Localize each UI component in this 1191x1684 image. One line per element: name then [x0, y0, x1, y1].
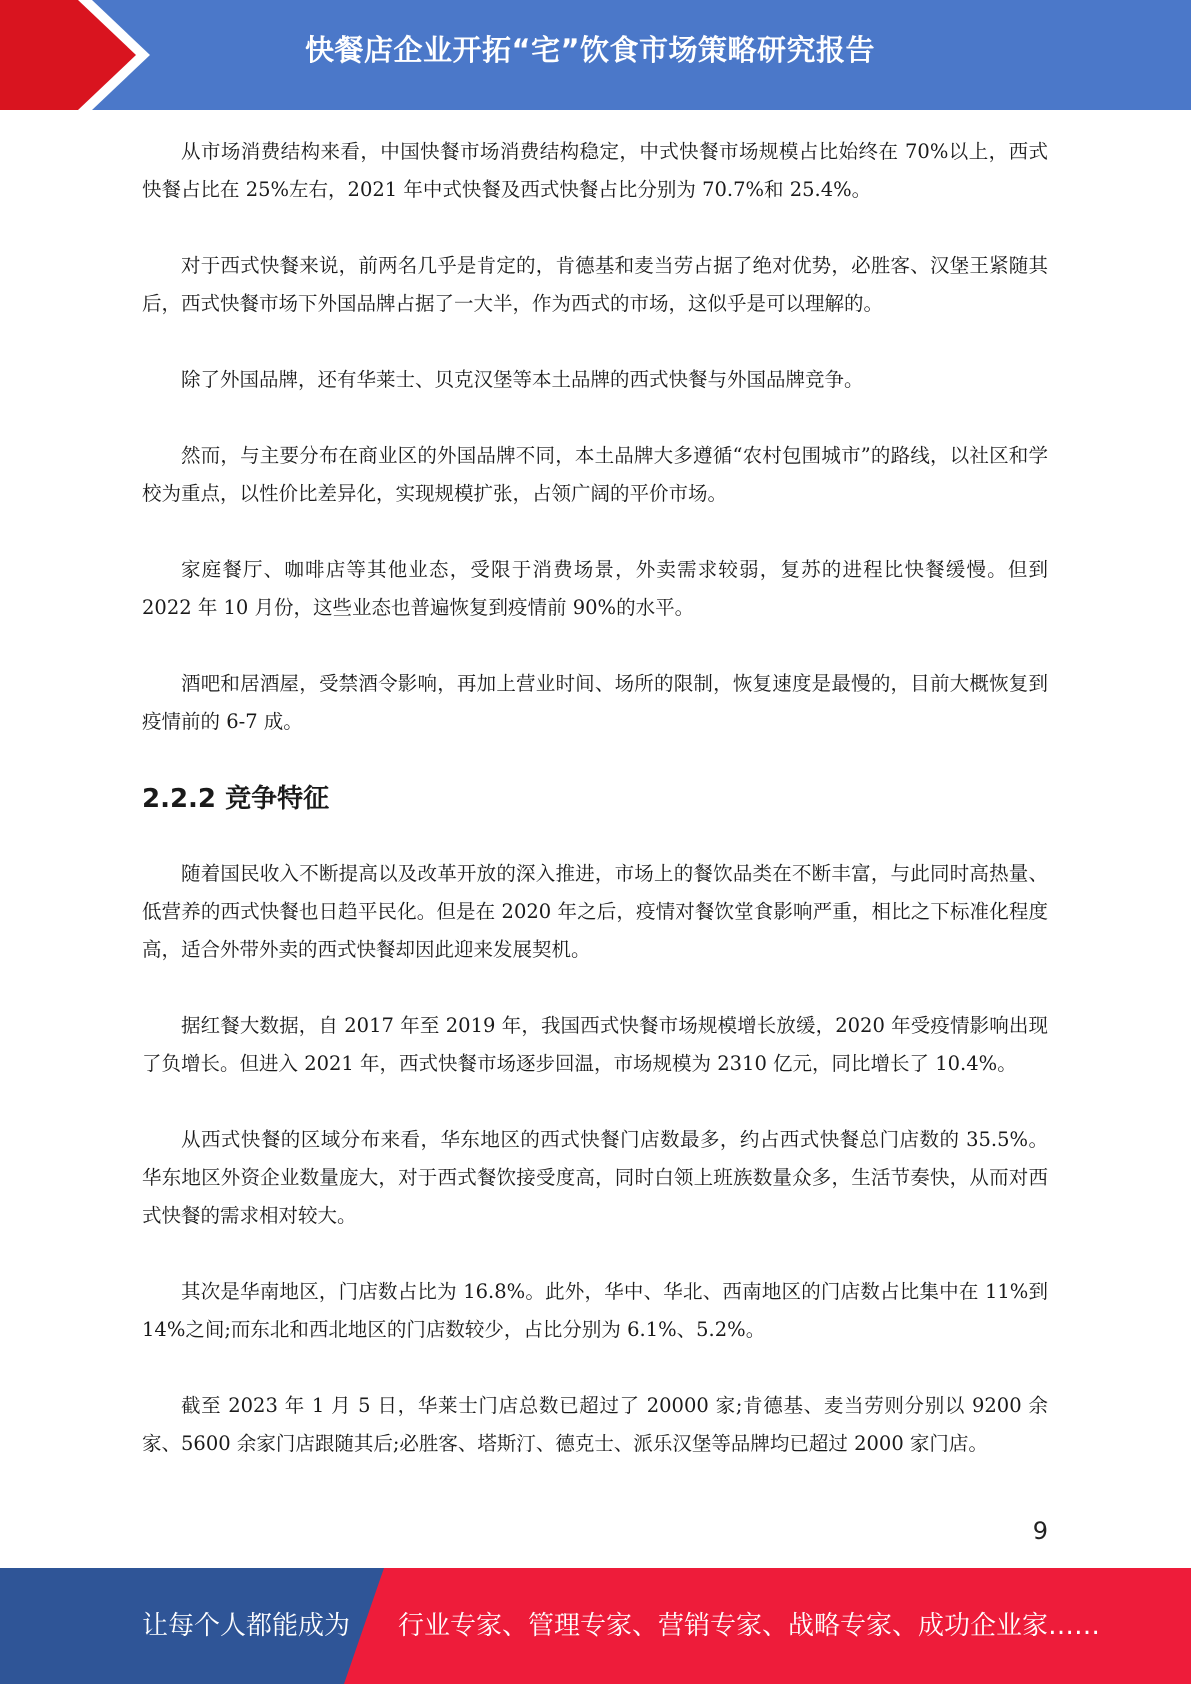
section-heading: 2.2.2 竞争特征: [142, 784, 330, 814]
paragraph: 除了外国品牌，还有华莱士、贝克汉堡等本土品牌的西式快餐与外国品牌竞争。: [181, 368, 864, 391]
paragraph: 酒吧和居酒屋，受禁酒令影响，再加上营业时间、场所的限制，恢复速度是最慢的，目前大概恢复到疫情前的 6-7 成。: [142, 672, 1048, 733]
page-number: 9: [1032, 1517, 1048, 1545]
paragraph: 据红餐大数据，自 2017 年至 2019 年，我国西式快餐市场规模增长放缓，2020 年受疫情影响出现了负增长。但进入 2021 年，西式快餐市场逐步回温，市场规模为 2310 亿元，同比增长了 10.4%。: [142, 1014, 1048, 1075]
footer-slogan-left: 让每个人都能成为: [142, 1611, 351, 1641]
paragraph: 家庭餐厅、咖啡店等其他业态，受限于消费场景，外卖需求较弱，复苏的进程比快餐缓慢。但到 2022 年 10 月份，这些业态也普遍恢复到疫情前 90%的水平。: [142, 558, 1048, 619]
footer-banner: [0, 1568, 1191, 1684]
paragraph: 截至 2023 年 1 月 5 日，华莱士门店总数已超过了 20000 家;肯德基、麦当劳则分别以 9200 余家、5600 余家门店跟随其后;必胜客、塔斯汀、德克士、派乐汉堡等品牌均已超过 2000 家门店。: [142, 1394, 1048, 1455]
header-banner: [0, 0, 1191, 110]
page-content: [142, 133, 1048, 1501]
paragraph: 对于西式快餐来说，前两名几乎是肯定的，肯德基和麦当劳占据了绝对优势，必胜客、汉堡王紧随其后，西式快餐市场下外国品牌占据了一大半，作为西式的市场，这似乎是可以理解的。: [142, 254, 1048, 315]
paragraph: 从西式快餐的区域分布来看，华东地区的西式快餐门店数最多，约占西式快餐总门店数的 35.5%。华东地区外资企业数量庞大，对于西式餐饮接受度高，同时白领上班族数量众多，生活节奏快，从而对西式快餐的需求相对较大。: [142, 1128, 1048, 1227]
header-arrow-decoration: [0, 0, 160, 110]
paragraph: 随着国民收入不断提高以及改革开放的深入推进，市场上的餐饮品类在不断丰富，与此同时高热量、低营养的西式快餐也日趋平民化。但是在 2020 年之后，疫情对餐饮堂食影响严重，相比之下标准化程度高，适合外带外卖的西式快餐却因此迎来发展契机。: [142, 862, 1048, 961]
paragraph: 其次是华南地区，门店数占比为 16.8%。此外，华中、华北、西南地区的门店数占比集中在 11%到 14%之间;而东北和西北地区的门店数较少，占比分别为 6.1%、5.2%。: [142, 1280, 1048, 1341]
paragraph: 从市场消费结构来看，中国快餐市场消费结构稳定，中式快餐市场规模占比始终在 70%以上，西式快餐占比在 25%左右，2021 年中式快餐及西式快餐占比分别为 70.7%和 25.4%。: [142, 140, 1048, 201]
document-title: 快餐店企业开拓“宅”饮食市场策略研究报告: [304, 33, 876, 67]
footer-slogan-right: 行业专家、管理专家、营销专家、战略专家、成功企业家……: [398, 1611, 1101, 1641]
paragraph: 然而，与主要分布在商业区的外国品牌不同，本土品牌大多遵循“农村包围城市”的路线，以社区和学校为重点，以性价比差异化，实现规模扩张，占领广阔的平价市场。: [142, 444, 1048, 505]
